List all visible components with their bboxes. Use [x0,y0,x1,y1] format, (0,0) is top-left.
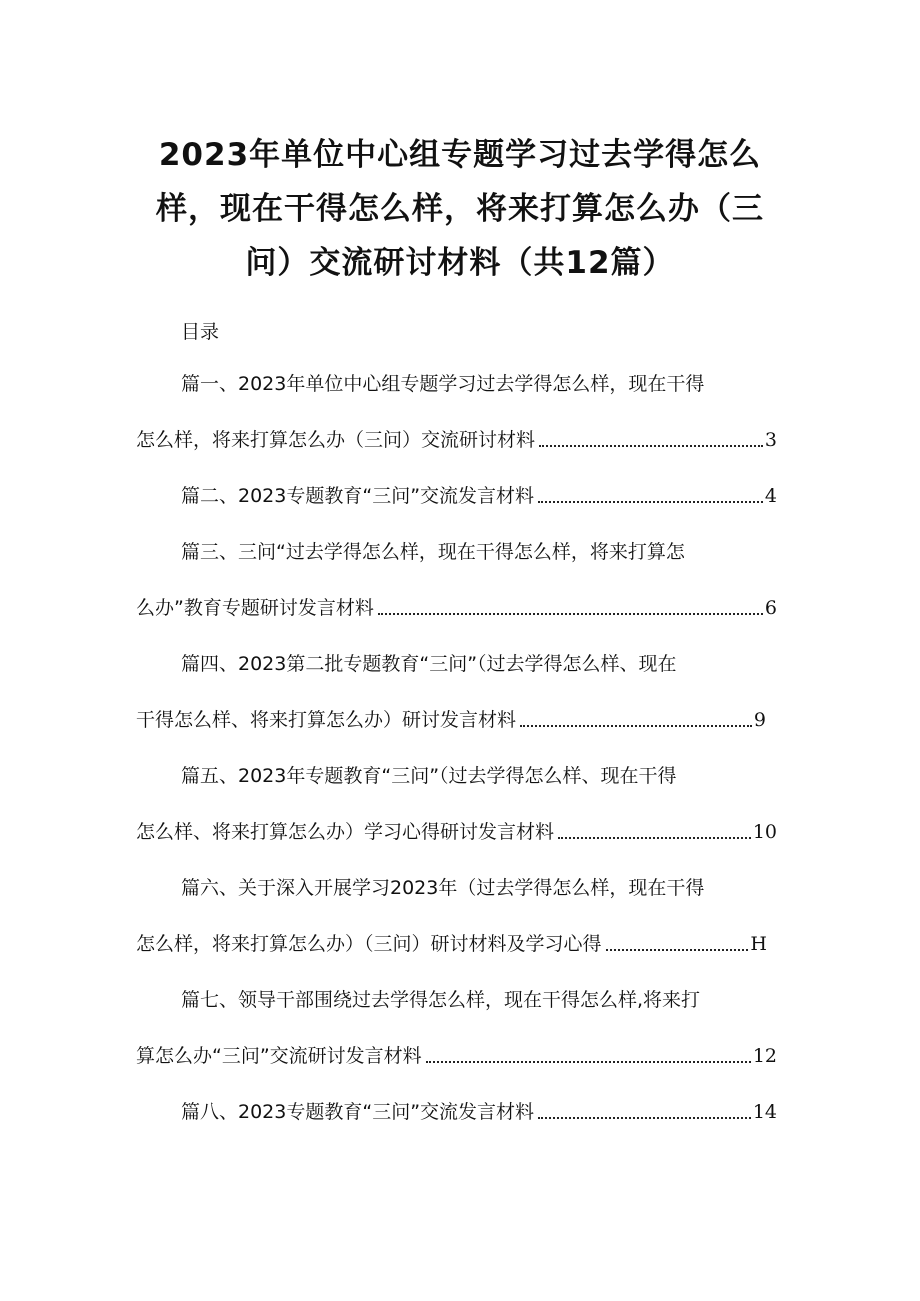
toc-entry-1-line1[interactable]: 篇一、2023年单位中心组专题学习过去学得怎么样，现在干得 [181,373,705,395]
dot-leader [539,444,763,447]
toc-entry-5-line2: 怎么样、将来打算怎么办）学习心得研讨发言材料 [136,821,555,843]
toc-entry-7-page: 12 [752,1045,777,1067]
toc-entry-1-leader[interactable] [136,426,777,454]
toc-entry-7-leader[interactable] [136,1042,777,1070]
toc-entry-4-line1[interactable]: 篇四、2023第二批专题教育“三问”（过去学得怎么样、现在 [181,653,677,675]
toc-entry-3-line2: 么办”教育专题研讨发言材料 [136,597,374,619]
toc-heading: 目录 [181,321,220,343]
dot-leader [606,948,749,951]
dot-leader [378,612,763,615]
toc-entry-4-page: 9 [753,709,766,731]
toc-entry-8-page: 14 [752,1101,777,1123]
toc-entry-6-page: H [750,933,767,955]
toc-entry-1-line2: 怎么样，将来打算怎么办（三问）交流研讨材料 [136,429,536,451]
toc-entry-4-leader[interactable] [136,706,766,734]
dot-leader [538,500,763,503]
toc-entry-7-line2: 算怎么办“三问”交流研讨发言材料 [136,1045,422,1067]
toc-entry-7-line1[interactable]: 篇七、领导干部围绕过去学得怎么样，现在干得怎么样,将来打 [181,989,701,1011]
dot-leader [520,724,752,727]
toc-entry-3-leader[interactable] [136,594,777,622]
toc-entry-8-leader[interactable] [181,1098,777,1126]
toc-entry-6-line2: 怎么样，将来打算怎么办）（三问）研讨材料及学习心得 [136,933,602,955]
toc-entry-6-line1[interactable]: 篇六、关于深入开展学习2023年（过去学得怎么样，现在干得 [181,877,705,899]
document-title: 2023年单位中心组专题学习过去学得怎么样，现在干得怎么样，将来打算怎么办（三问）交流研讨材料（共12篇） [156,137,764,281]
toc-entry-2-leader[interactable] [181,482,777,510]
toc-entry-3-page: 6 [764,597,777,619]
dot-leader [426,1060,751,1063]
dot-leader [558,836,751,839]
dot-leader [538,1116,751,1119]
toc-entry-5-page: 10 [752,821,777,843]
toc-entry-2-line1: 篇二、2023专题教育“三问”交流发言材料 [181,485,535,507]
toc-entry-2-page: 4 [764,485,777,507]
toc-entry-6-leader[interactable] [136,930,767,958]
toc-entry-1-page: 3 [764,429,777,451]
toc-entry-5-leader[interactable] [136,818,777,846]
toc-entry-8-line1: 篇八、2023专题教育“三问”交流发言材料 [181,1101,535,1123]
toc-entry-5-line1[interactable]: 篇五、2023年专题教育“三问”（过去学得怎么样、现在干得 [181,765,677,787]
toc-entry-4-line2: 干得怎么样、将来打算怎么办）研讨发言材料 [136,709,517,731]
toc-entry-3-line1[interactable]: 篇三、三问“过去学得怎么样，现在干得怎么样，将来打算怎 [181,541,685,563]
